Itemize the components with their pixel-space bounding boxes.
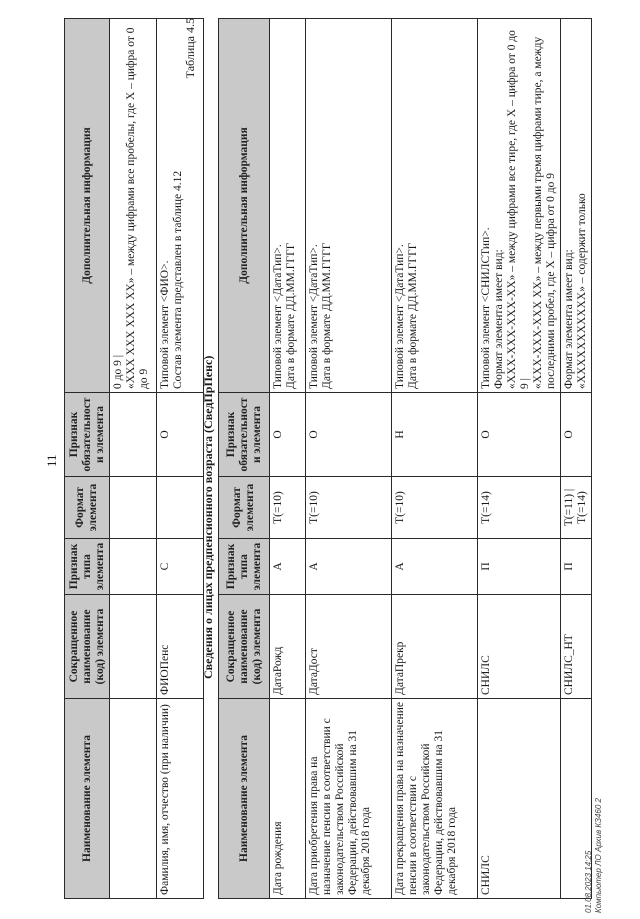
table-caption: Сведения о лицах предпенсионного возраста (СведПрПенс): [201, 355, 215, 679]
cell-name: Дата рождения: [270, 699, 306, 899]
cell-code: ФИОПенс: [157, 595, 204, 699]
table-row: [157, 19, 204, 899]
cell-name: [110, 699, 157, 899]
cell-format: T(=10): [306, 477, 392, 539]
cell-type: А: [270, 539, 306, 595]
cell-info: Формат элемента имеет вид: «XXXXXXXXXXX» – содержит только: [561, 19, 592, 393]
cell-format: T(=14): [478, 477, 561, 539]
table-4-4-continuation: [64, 18, 204, 899]
cell-name: СНИЛС: [478, 699, 561, 899]
cell-info: Типовой элемент <ДатаТип>. Дата в формате ДД.ММ.ГГГГ: [392, 19, 478, 393]
cell-code: [110, 595, 157, 699]
cell-format: T(=11) | T(=14): [561, 477, 592, 539]
cell-type: А: [392, 539, 478, 595]
table-header-row: [65, 19, 110, 899]
cell-type: [110, 539, 157, 595]
table-row: [270, 19, 306, 899]
table-row: [306, 19, 392, 899]
cell-required: О: [561, 393, 592, 477]
header-name: Наименование элемента: [219, 699, 270, 899]
header-type: Признак типа элемента: [65, 539, 110, 595]
cell-type: А: [306, 539, 392, 595]
cell-code: СНИЛС_НТ: [561, 595, 592, 699]
header-info: Дополнительная информация: [219, 19, 270, 393]
cell-required: О: [157, 393, 204, 477]
header-type: Признак типа элемента: [219, 539, 270, 595]
table-row: [392, 19, 478, 899]
cell-required: О: [306, 393, 392, 477]
cell-code: ДатаДост: [306, 595, 392, 699]
cell-info: Типовой элемент <СНИЛСТип>. Формат элемента имеет вид: «XXX-XXX-XXX-XX» – между цифрами все тире, где X – цифра от 0 до 9 | «XXX-XXX-XXX XX» – между первыми тремя цифрами тире, а между последними пробел, где X – цифра от 0 до 9: [478, 19, 561, 393]
cell-info: Типовой элемент <ФИО>. Состав элемента представлен в таблице 4.12: [157, 19, 204, 393]
table-row: [561, 19, 592, 899]
cell-format: [157, 477, 204, 539]
cell-info: 0 до 9 | «XXX XXX XXX XX» – между цифрами все пробелы, где X – цифра от 0 до 9: [110, 19, 157, 393]
cell-name: Дата приобретения права на назначение пенсии в соответствии с законодательством Российской Федерации, действовавшим на 31 декабря 2018 года: [306, 699, 392, 899]
cell-format: [110, 477, 157, 539]
header-name: Наименование элемента: [65, 699, 110, 899]
cell-info: Типовой элемент <ДатаТип>. Дата в формате ДД.ММ.ГГГГ: [270, 19, 306, 393]
header-info: Дополнительная информация: [65, 19, 110, 393]
print-stamp: [584, 798, 604, 913]
cell-type: П: [478, 539, 561, 595]
cell-name: Фамилия, имя, отчество (при наличии): [157, 699, 204, 899]
cell-format: T(=10): [270, 477, 306, 539]
cell-required: О: [270, 393, 306, 477]
cell-info: Типовой элемент <ДатаТип>. Дата в формате ДД.ММ.ГГГГ: [306, 19, 392, 393]
cell-required: Н: [392, 393, 478, 477]
table-row: [478, 19, 561, 899]
cell-required: О: [478, 393, 561, 477]
stamp-line: 01.08.2023 14:25: [584, 850, 593, 913]
cell-code: ДатаПрекр: [392, 595, 478, 699]
cell-code: ДатаРожд: [270, 595, 306, 699]
page-number: 11: [44, 454, 59, 467]
table-row: [110, 19, 157, 899]
header-format: Формат элемента: [219, 477, 270, 539]
table-4-5: [218, 18, 592, 899]
cell-name: Дата прекращения права на назначение пенсии в соответствии с законодательством Российской Федерации, действовавшим на 31 декабря 2018 года: [392, 699, 478, 899]
header-required: Признак обязательности элемента: [65, 393, 110, 477]
cell-format: T(=10): [392, 477, 478, 539]
cell-required: [110, 393, 157, 477]
cell-type: П: [561, 539, 592, 595]
cell-type: С: [157, 539, 204, 595]
header-code: Сокращенное наименование (код) элемента: [219, 595, 270, 699]
table-label: Таблица 4.5: [183, 18, 197, 79]
table-header-row: [219, 19, 270, 899]
header-required: Признак обязательности элемента: [219, 393, 270, 477]
header-code: Сокращенное наименование (код) элемента: [65, 595, 110, 699]
cell-code: СНИЛС: [478, 595, 561, 699]
header-format: Формат элемента: [65, 477, 110, 539]
stamp-line: Компьютер ЛО Архив КЗ460 2: [594, 798, 603, 913]
